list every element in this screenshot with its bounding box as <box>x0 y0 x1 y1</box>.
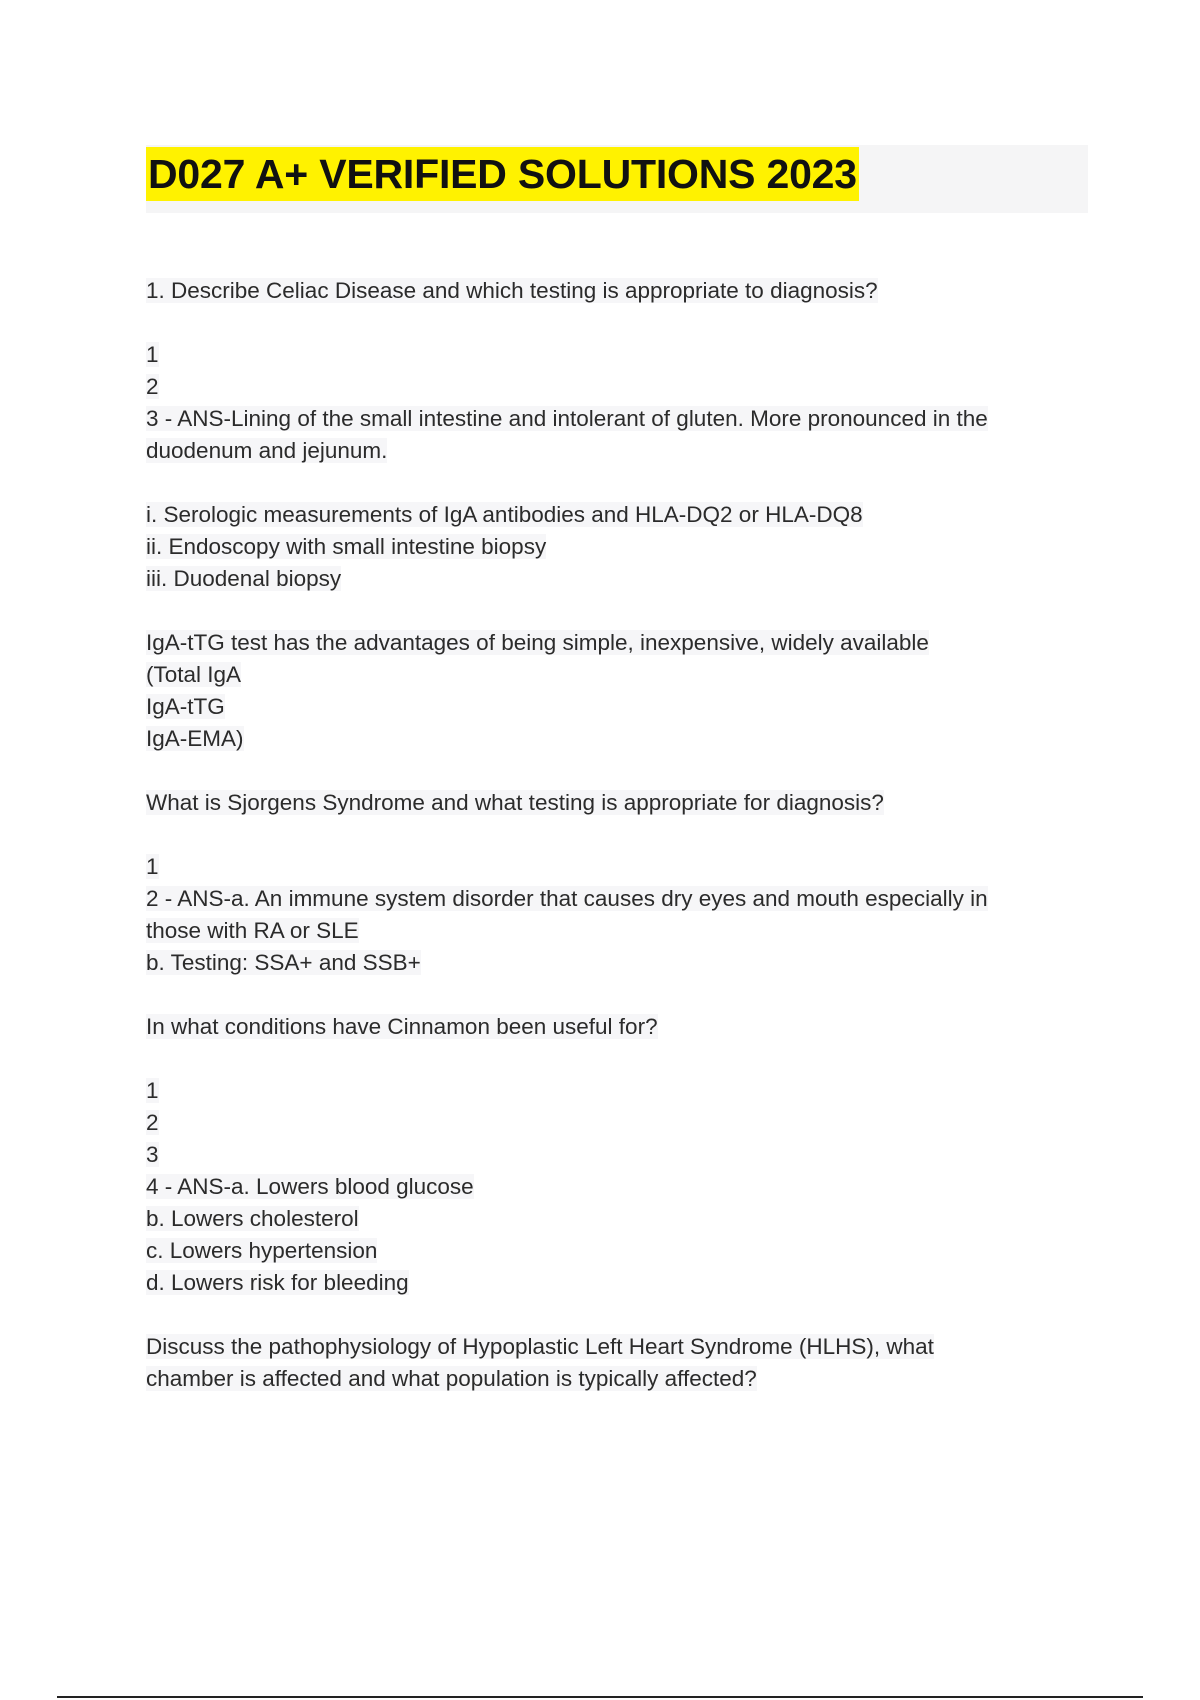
text-line <box>146 563 1086 595</box>
text-line <box>146 883 1086 915</box>
text-line <box>146 403 1086 435</box>
text-line <box>146 691 1086 723</box>
text-line <box>146 1011 1086 1043</box>
page-title: D027 A+ VERIFIED SOLUTIONS 2023 <box>146 147 859 201</box>
text-line-content: i. Serologic measurements of IgA antibodies and HLA-DQ2 or HLA-DQ8 <box>146 502 863 527</box>
text-line-content: 4 - ANS-a. Lowers blood glucose <box>146 1174 474 1199</box>
text-line-content: 3 <box>146 1142 159 1167</box>
paragraph-spacer <box>146 1043 1086 1075</box>
text-line-content: 2 - ANS-a. An immune system disorder that causes dry eyes and mouth especially in <box>146 886 988 911</box>
footer-divider <box>57 1696 1143 1698</box>
text-line <box>146 371 1086 403</box>
text-line-content: b. Testing: SSA+ and SSB+ <box>146 950 421 975</box>
text-line-content: 3 - ANS-Lining of the small intestine and intolerant of gluten. More pronounced in the <box>146 406 988 431</box>
paragraph-spacer <box>146 307 1086 339</box>
text-line-content: Discuss the pathophysiology of Hypoplastic Left Heart Syndrome (HLHS), what <box>146 1334 934 1359</box>
text-line <box>146 1331 1086 1363</box>
text-line <box>146 1139 1086 1171</box>
text-line-content: c. Lowers hypertension <box>146 1238 378 1263</box>
document-body <box>146 275 1086 1395</box>
text-line <box>146 435 1086 467</box>
text-line-content: chamber is affected and what population is typically affected? <box>146 1366 757 1391</box>
text-line-content: those with RA or SLE <box>146 918 359 943</box>
text-line <box>146 1171 1086 1203</box>
text-line-content: IgA-EMA) <box>146 726 244 751</box>
text-line-content: IgA-tTG <box>146 694 225 719</box>
text-line <box>146 659 1086 691</box>
text-line-content: 1 <box>146 342 159 367</box>
paragraph-spacer <box>146 819 1086 851</box>
paragraph-spacer <box>146 755 1086 787</box>
text-line-content: 2 <box>146 374 159 399</box>
text-line <box>146 1107 1086 1139</box>
text-line <box>146 723 1086 755</box>
text-line <box>146 1235 1086 1267</box>
text-line-content: iii. Duodenal biopsy <box>146 566 342 591</box>
text-line-content: (Total IgA <box>146 662 242 687</box>
text-line-content: IgA-tTG test has the advantages of being simple, inexpensive, widely available <box>146 630 929 655</box>
text-line-content: 1 <box>146 1078 159 1103</box>
text-line-content: 1 <box>146 854 159 879</box>
text-line <box>146 1203 1086 1235</box>
text-line <box>146 947 1086 979</box>
text-line <box>146 531 1086 563</box>
text-line <box>146 627 1086 659</box>
text-line <box>146 1267 1086 1299</box>
text-line-content: ii. Endoscopy with small intestine biopsy <box>146 534 547 559</box>
text-line-content: 1. Describe Celiac Disease and which testing is appropriate to diagnosis? <box>146 278 878 303</box>
text-line <box>146 915 1086 947</box>
text-line <box>146 787 1086 819</box>
text-line <box>146 499 1086 531</box>
text-line-content: What is Sjorgens Syndrome and what testing is appropriate for diagnosis? <box>146 790 884 815</box>
text-line-content: duodenum and jejunum. <box>146 438 388 463</box>
paragraph-spacer <box>146 467 1086 499</box>
paragraph-spacer <box>146 979 1086 1011</box>
paragraph-spacer <box>146 595 1086 627</box>
text-line <box>146 275 1086 307</box>
text-line-content: In what conditions have Cinnamon been useful for? <box>146 1014 658 1039</box>
text-line <box>146 1075 1086 1107</box>
text-line-content: 2 <box>146 1110 159 1135</box>
paragraph-spacer <box>146 1299 1086 1331</box>
title-banner <box>146 145 1088 213</box>
text-line-content: d. Lowers risk for bleeding <box>146 1270 409 1295</box>
text-line <box>146 851 1086 883</box>
text-line-content: b. Lowers cholesterol <box>146 1206 359 1231</box>
text-line <box>146 1363 1086 1395</box>
text-line <box>146 339 1086 371</box>
